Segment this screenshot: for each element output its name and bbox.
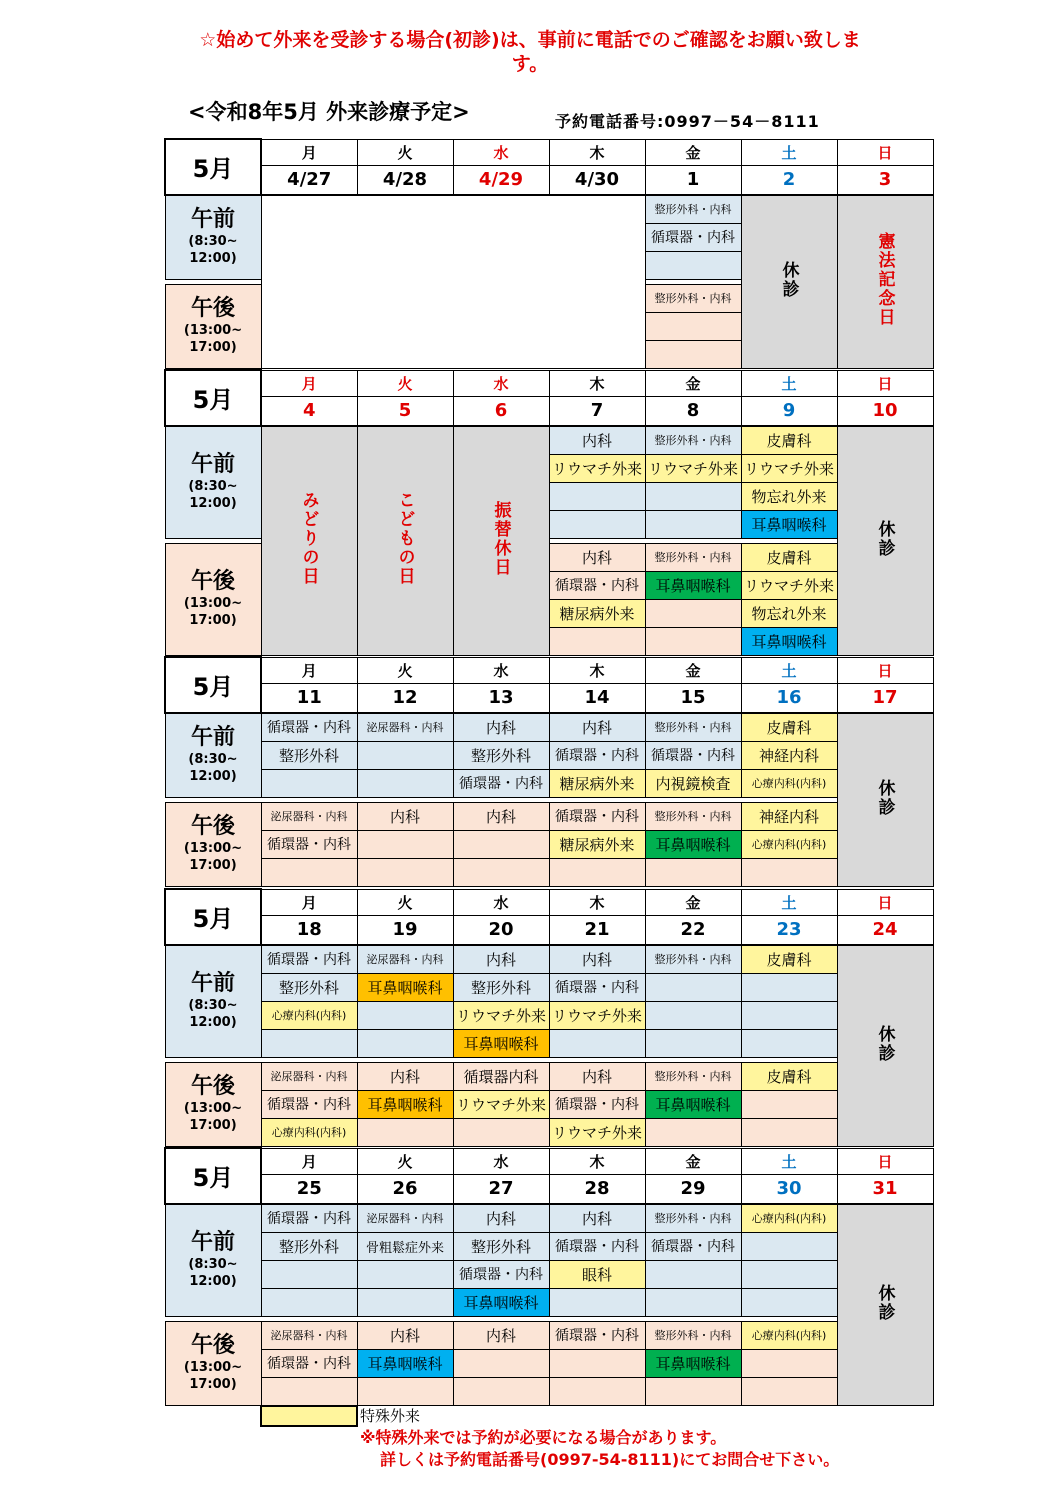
am-label-main: 午前 <box>190 725 235 750</box>
schedule-cell <box>357 1029 453 1057</box>
schedule-cell: 内科 <box>357 802 453 830</box>
date-cell: 2 <box>741 165 837 195</box>
schedule-cell: 皮膚科 <box>741 543 837 571</box>
date-cell: 4/27 <box>261 165 357 195</box>
date-cell: 18 <box>261 915 357 945</box>
schedule-cell: リウマチ外来 <box>741 571 837 599</box>
schedule-cell <box>453 1377 549 1405</box>
schedule-cell <box>549 1349 645 1377</box>
schedule-cell: 整形外科・内科 <box>645 945 741 974</box>
schedule-cell: 耳鼻咽喉科 <box>741 510 837 538</box>
schedule-cell: 耳鼻咽喉科 <box>357 1090 453 1118</box>
schedule-cell: 皮膚科 <box>741 1062 837 1090</box>
am-label-time1: (8:30~ <box>188 479 238 494</box>
schedule-cell: 耳鼻咽喉科 <box>357 1349 453 1377</box>
date-cell: 11 <box>261 683 357 713</box>
weekday-mon: 月 <box>261 889 357 915</box>
schedule-cell: 泌尿器科・内科 <box>261 1062 357 1090</box>
schedule-cell: 内科 <box>549 945 645 974</box>
am-label-time1: (8:30~ <box>188 752 238 767</box>
schedule-cell <box>741 1001 837 1029</box>
schedule-cell: 循環器・内科 <box>549 802 645 830</box>
sun-closed <box>837 713 933 887</box>
schedule-cell: 耳鼻咽喉科 <box>357 973 453 1001</box>
pm-label-time1: (13:00~ <box>183 1360 243 1375</box>
schedule-cell <box>741 973 837 1001</box>
schedule-cell: 整形外科・内科 <box>645 713 741 742</box>
schedule-cell: 耳鼻咽喉科 <box>645 830 741 858</box>
schedule-cell <box>645 251 741 279</box>
schedule-cell: 皮膚科 <box>741 713 837 742</box>
schedule-cell <box>645 1001 741 1029</box>
am-label-main: 午前 <box>190 971 235 996</box>
schedule-cell: 循環器・内科 <box>645 741 741 769</box>
pm-label-time1: (13:00~ <box>183 841 243 856</box>
am-label-main: 午前 <box>190 452 235 477</box>
month-label: 5月 <box>165 657 261 713</box>
schedule-cell <box>549 627 645 655</box>
schedule-cell <box>741 1288 837 1316</box>
am-label-time2: 12:00) <box>189 1015 237 1030</box>
schedule-cell: 内科 <box>549 426 645 455</box>
weekday-sun: 日 <box>837 657 933 683</box>
schedule-cell <box>741 858 837 886</box>
schedule-cell <box>357 1118 453 1146</box>
weekday-fri: 金 <box>645 1148 741 1174</box>
schedule-cell <box>357 1001 453 1029</box>
date-cell: 27 <box>453 1174 549 1204</box>
schedule-cell: 内科 <box>549 1204 645 1233</box>
schedule-cell <box>645 482 741 510</box>
schedule-cell: 内科 <box>453 1321 549 1349</box>
date-cell: 21 <box>549 915 645 945</box>
schedule-cell: 内科 <box>453 713 549 742</box>
schedule-cell: リウマチ外来 <box>549 454 645 482</box>
weekday-sat: 土 <box>741 657 837 683</box>
weekday-tue: 火 <box>357 657 453 683</box>
schedule-cell: 耳鼻咽喉科 <box>645 1090 741 1118</box>
schedule-cell: 整形外科 <box>261 973 357 1001</box>
schedule-cell: 心療内科(内科) <box>741 769 837 797</box>
weekday-mon: 月 <box>261 657 357 683</box>
schedule-cell: 心療内科(内科) <box>741 830 837 858</box>
holiday-label: 振替休日 <box>490 500 511 577</box>
date-cell: 4/28 <box>357 165 453 195</box>
schedule-cell <box>357 1288 453 1316</box>
schedule-cell: リウマチ外来 <box>549 1118 645 1146</box>
schedule-cell <box>261 1260 357 1288</box>
special-clinic-legend-swatch <box>260 1405 358 1427</box>
sun-closed <box>837 1204 933 1406</box>
notice-line-1: ☆始めて外来を受診する場合(初診)は、事前に電話でのご確認をお願い致しま <box>199 29 861 51</box>
schedule-cell: 循環器・内科 <box>645 1232 741 1260</box>
schedule-cell: 整形外科 <box>453 973 549 1001</box>
legend-note-1: ※特殊外来では予約が必要になる場合があります。 <box>360 1428 727 1447</box>
first-visit-notice <box>120 28 940 76</box>
schedule-cell: 内科 <box>453 802 549 830</box>
schedule-cell: 整形外科・内科 <box>645 195 741 224</box>
pm-label-time1: (13:00~ <box>183 323 243 338</box>
holiday-label: こどもの日 <box>394 491 415 586</box>
schedule-cell: 耳鼻咽喉科 <box>453 1029 549 1057</box>
am-label <box>165 1204 261 1317</box>
schedule-cell: 循環器・内科 <box>261 1090 357 1118</box>
schedule-cell: 循環器・内科 <box>645 223 741 251</box>
date-cell: 31 <box>837 1174 933 1204</box>
schedule-cell: 耳鼻咽喉科 <box>453 1288 549 1316</box>
schedule-cell: 内科 <box>453 945 549 974</box>
weekday-wed: 水 <box>453 889 549 915</box>
weekday-thu: 木 <box>549 139 645 165</box>
schedule-cell <box>741 1349 837 1377</box>
schedule-cell: 循環器・内科 <box>453 1260 549 1288</box>
weekday-tue: 火 <box>357 1148 453 1174</box>
schedule-cell: 心療内科(内科) <box>261 1118 357 1146</box>
schedule-cell <box>357 769 453 797</box>
schedule-cell: 皮膚科 <box>741 426 837 455</box>
schedule-cell <box>357 1260 453 1288</box>
pm-label <box>165 1321 261 1405</box>
pm-label-time1: (13:00~ <box>183 596 243 611</box>
date-cell: 12 <box>357 683 453 713</box>
holiday-tue <box>357 426 453 656</box>
date-cell: 23 <box>741 915 837 945</box>
pm-label-main: 午後 <box>190 814 235 839</box>
schedule-cell: 整形外科・内科 <box>645 1062 741 1090</box>
am-label-time1: (8:30~ <box>188 234 238 249</box>
week-3 <box>164 656 932 887</box>
schedule-cell: リウマチ外来 <box>741 454 837 482</box>
date-cell: 29 <box>645 1174 741 1204</box>
schedule-cell <box>741 1118 837 1146</box>
schedule-cell <box>741 1377 837 1405</box>
am-label-main: 午前 <box>190 207 235 232</box>
schedule-cell <box>261 1288 357 1316</box>
schedule-cell: 循環器・内科 <box>549 1321 645 1349</box>
closed-label: 休診 <box>874 519 895 558</box>
schedule-cell: 整形外科 <box>261 741 357 769</box>
reservation-phone: 予約電話番号:0997－54－8111 <box>555 112 820 131</box>
schedule-cell <box>261 1377 357 1405</box>
schedule-cell: 物忘れ外来 <box>741 599 837 627</box>
schedule-cell <box>741 1232 837 1260</box>
schedule-cell: 心療内科(内科) <box>741 1204 837 1233</box>
schedule-cell <box>261 1029 357 1057</box>
pm-label-main: 午後 <box>190 1074 235 1099</box>
date-cell: 19 <box>357 915 453 945</box>
closed-label: 休診 <box>874 778 895 817</box>
schedule-cell <box>453 858 549 886</box>
pm-label <box>165 1062 261 1146</box>
schedule-cell: 物忘れ外来 <box>741 482 837 510</box>
schedule-cell <box>549 1288 645 1316</box>
schedule-cell <box>357 1377 453 1405</box>
weekday-wed: 水 <box>453 657 549 683</box>
schedule-cell: 内科 <box>357 1321 453 1349</box>
notice-line-2: す。 <box>511 53 549 75</box>
am-label-time2: 12:00) <box>189 251 237 266</box>
weekday-sat: 土 <box>741 370 837 396</box>
weekday-wed: 水 <box>453 1148 549 1174</box>
weekday-fri: 金 <box>645 657 741 683</box>
date-cell: 25 <box>261 1174 357 1204</box>
schedule-cell: 循環器・内科 <box>261 945 357 974</box>
date-cell: 1 <box>645 165 741 195</box>
date-cell: 7 <box>549 396 645 426</box>
sat-closed <box>741 195 837 369</box>
schedule-cell: 内科 <box>549 543 645 571</box>
schedule-cell <box>645 312 741 340</box>
schedule-cell <box>741 1260 837 1288</box>
schedule-cell <box>645 1377 741 1405</box>
date-cell: 26 <box>357 1174 453 1204</box>
schedule-cell: 耳鼻咽喉科 <box>645 571 741 599</box>
schedule-cell: 循環器・内科 <box>549 1090 645 1118</box>
date-cell: 10 <box>837 396 933 426</box>
weekday-sat: 土 <box>741 139 837 165</box>
date-cell: 6 <box>453 396 549 426</box>
am-label-main: 午前 <box>190 1230 235 1255</box>
schedule-cell: 整形外科 <box>261 1232 357 1260</box>
weekday-thu: 木 <box>549 889 645 915</box>
schedule-cell: 循環器・内科 <box>453 769 549 797</box>
date-cell: 3 <box>837 165 933 195</box>
am-label-time2: 12:00) <box>189 769 237 784</box>
schedule-cell: 循環器・内科 <box>261 713 357 742</box>
schedule-cell: 皮膚科 <box>741 945 837 974</box>
sun-closed <box>837 945 933 1147</box>
schedule-cell <box>453 1349 549 1377</box>
month-label: 5月 <box>165 139 261 195</box>
date-cell: 4/29 <box>453 165 549 195</box>
holiday-label: 憲法記念日 <box>874 232 895 327</box>
schedule-cell: リウマチ外来 <box>453 1090 549 1118</box>
schedule-cell <box>549 858 645 886</box>
schedule-cell <box>645 1118 741 1146</box>
schedule-cell <box>549 1377 645 1405</box>
pm-label <box>165 543 261 655</box>
pm-label-time2: 17:00) <box>189 1118 237 1133</box>
weekday-sun: 日 <box>837 139 933 165</box>
schedule-cell: リウマチ外来 <box>453 1001 549 1029</box>
date-cell: 15 <box>645 683 741 713</box>
schedule-cell: 循環器・内科 <box>549 741 645 769</box>
schedule-cell <box>741 1090 837 1118</box>
schedule-cell: 耳鼻咽喉科 <box>645 1349 741 1377</box>
schedule-cell <box>453 830 549 858</box>
schedule-cell: 神経内科 <box>741 741 837 769</box>
date-cell: 16 <box>741 683 837 713</box>
schedule-cell <box>645 1260 741 1288</box>
pm-label-main: 午後 <box>190 296 235 321</box>
date-cell: 5 <box>357 396 453 426</box>
date-cell: 20 <box>453 915 549 945</box>
schedule-cell: 泌尿器科・内科 <box>261 802 357 830</box>
month-label: 5月 <box>165 889 261 945</box>
weekday-tue: 火 <box>357 370 453 396</box>
schedule-cell <box>645 510 741 538</box>
pm-label-main: 午後 <box>190 569 235 594</box>
schedule-cell: 循環器・内科 <box>261 1204 357 1233</box>
schedule-cell <box>357 741 453 769</box>
date-cell: 24 <box>837 915 933 945</box>
legend-label: 特殊外来 <box>360 1407 421 1425</box>
weekday-fri: 金 <box>645 139 741 165</box>
schedule-cell: 内科 <box>453 1204 549 1233</box>
weekday-mon: 月 <box>261 139 357 165</box>
schedule-cell: 循環器・内科 <box>549 1232 645 1260</box>
closed-label: 休診 <box>874 1024 895 1063</box>
am-label <box>165 426 261 539</box>
legend-note-2: 詳しくは予約電話番号(0997-54-8111)にてお問合せ下さい。 <box>380 1450 840 1469</box>
pm-label-time2: 17:00) <box>189 858 237 873</box>
schedule-cell <box>261 769 357 797</box>
schedule-cell: 心療内科(内科) <box>261 1001 357 1029</box>
schedule-cell: 泌尿器科・内科 <box>261 1321 357 1349</box>
am-label <box>165 195 261 280</box>
pm-label <box>165 284 261 368</box>
schedule-cell: 整形外科 <box>453 1232 549 1260</box>
schedule-cell <box>645 1288 741 1316</box>
weekday-sun: 日 <box>837 370 933 396</box>
schedule-cell: 整形外科・内科 <box>645 1204 741 1233</box>
am-label-time2: 12:00) <box>189 496 237 511</box>
schedule-cell <box>357 830 453 858</box>
schedule-cell <box>261 858 357 886</box>
schedule-cell: 糖尿病外来 <box>549 599 645 627</box>
am-label <box>165 945 261 1058</box>
weekday-thu: 木 <box>549 657 645 683</box>
closed-label: 休診 <box>778 260 799 299</box>
weekday-wed: 水 <box>453 139 549 165</box>
schedule-cell: 糖尿病外来 <box>549 830 645 858</box>
schedule-cell: 内科 <box>549 1062 645 1090</box>
date-cell: 14 <box>549 683 645 713</box>
schedule-cell: 循環器・内科 <box>549 571 645 599</box>
date-cell: 8 <box>645 396 741 426</box>
date-cell: 13 <box>453 683 549 713</box>
holiday-mon <box>261 426 357 656</box>
am-label-time2: 12:00) <box>189 1274 237 1289</box>
schedule-cell <box>645 599 741 627</box>
schedule-cell <box>549 1029 645 1057</box>
schedule-cell: 耳鼻咽喉科 <box>741 627 837 655</box>
week-4 <box>164 888 932 1147</box>
schedule-cell: 循環器・内科 <box>261 1349 357 1377</box>
schedule-cell: 内科 <box>549 713 645 742</box>
weekday-mon: 月 <box>261 1148 357 1174</box>
schedule-cell <box>549 510 645 538</box>
month-label: 5月 <box>165 1148 261 1204</box>
schedule-cell <box>645 340 741 368</box>
empty-block <box>261 195 645 369</box>
schedule-cell: 心療内科(内科) <box>741 1321 837 1349</box>
schedule-cell: 泌尿器科・内科 <box>357 945 453 974</box>
schedule-cell: 神経内科 <box>741 802 837 830</box>
weekday-sun: 日 <box>837 889 933 915</box>
holiday-label: みどりの日 <box>298 491 319 586</box>
date-cell: 22 <box>645 915 741 945</box>
schedule-cell <box>645 858 741 886</box>
schedule-cell: 内視鏡検査 <box>645 769 741 797</box>
holiday-wed <box>453 426 549 656</box>
am-label-time1: (8:30~ <box>188 998 238 1013</box>
pm-label-time2: 17:00) <box>189 340 237 355</box>
schedule-cell <box>645 627 741 655</box>
schedule-cell: 循環器内科 <box>453 1062 549 1090</box>
schedule-cell <box>645 973 741 1001</box>
weekday-sat: 土 <box>741 1148 837 1174</box>
sun-closed <box>837 426 933 656</box>
am-label-time1: (8:30~ <box>188 1257 238 1272</box>
schedule-cell <box>645 1029 741 1057</box>
pm-label-time1: (13:00~ <box>183 1101 243 1116</box>
week-2 <box>164 369 932 656</box>
date-cell: 17 <box>837 683 933 713</box>
week-5 <box>164 1147 932 1406</box>
weekday-thu: 木 <box>549 1148 645 1174</box>
pm-label-time2: 17:00) <box>189 613 237 628</box>
schedule-cell <box>357 858 453 886</box>
month-label: 5月 <box>165 370 261 426</box>
schedule-cell: 泌尿器科・内科 <box>357 713 453 742</box>
schedule-cell: 循環器・内科 <box>549 973 645 1001</box>
sun-holiday <box>837 195 933 369</box>
weekday-mon: 月 <box>261 370 357 396</box>
weekday-thu: 木 <box>549 370 645 396</box>
schedule-cell: リウマチ外来 <box>645 454 741 482</box>
date-cell: 4/30 <box>549 165 645 195</box>
schedule-cell: 整形外科・内科 <box>645 1321 741 1349</box>
schedule-cell: リウマチ外来 <box>549 1001 645 1029</box>
pm-label-main: 午後 <box>190 1333 235 1358</box>
schedule-cell <box>549 482 645 510</box>
weekday-wed: 水 <box>453 370 549 396</box>
date-cell: 30 <box>741 1174 837 1204</box>
pm-label <box>165 802 261 886</box>
schedule-cell: 糖尿病外来 <box>549 769 645 797</box>
date-cell: 4 <box>261 396 357 426</box>
schedule-cell: 内科 <box>357 1062 453 1090</box>
weekday-sun: 日 <box>837 1148 933 1174</box>
schedule-cell: 整形外科・内科 <box>645 426 741 455</box>
schedule-cell <box>741 1029 837 1057</box>
weekday-tue: 火 <box>357 139 453 165</box>
pm-label-time2: 17:00) <box>189 1377 237 1392</box>
weekday-tue: 火 <box>357 889 453 915</box>
schedule-cell: 整形外科・内科 <box>645 543 741 571</box>
schedule-cell: 整形外科・内科 <box>645 284 741 312</box>
schedule-cell: 泌尿器科・内科 <box>357 1204 453 1233</box>
am-label <box>165 713 261 798</box>
date-cell: 9 <box>741 396 837 426</box>
schedule-cell: 整形外科 <box>453 741 549 769</box>
page-title: <令和8年5月 外来診療予定> <box>188 100 470 124</box>
weekday-fri: 金 <box>645 889 741 915</box>
schedule-cell: 整形外科・内科 <box>645 802 741 830</box>
schedule-cell: 眼科 <box>549 1260 645 1288</box>
closed-label: 休診 <box>874 1283 895 1322</box>
schedule-cell: 循環器・内科 <box>261 830 357 858</box>
schedule-cell <box>453 1118 549 1146</box>
weekday-sat: 土 <box>741 889 837 915</box>
date-cell: 28 <box>549 1174 645 1204</box>
weekday-fri: 金 <box>645 370 741 396</box>
week-1 <box>164 138 932 369</box>
schedule-cell: 骨粗鬆症外来 <box>357 1232 453 1260</box>
